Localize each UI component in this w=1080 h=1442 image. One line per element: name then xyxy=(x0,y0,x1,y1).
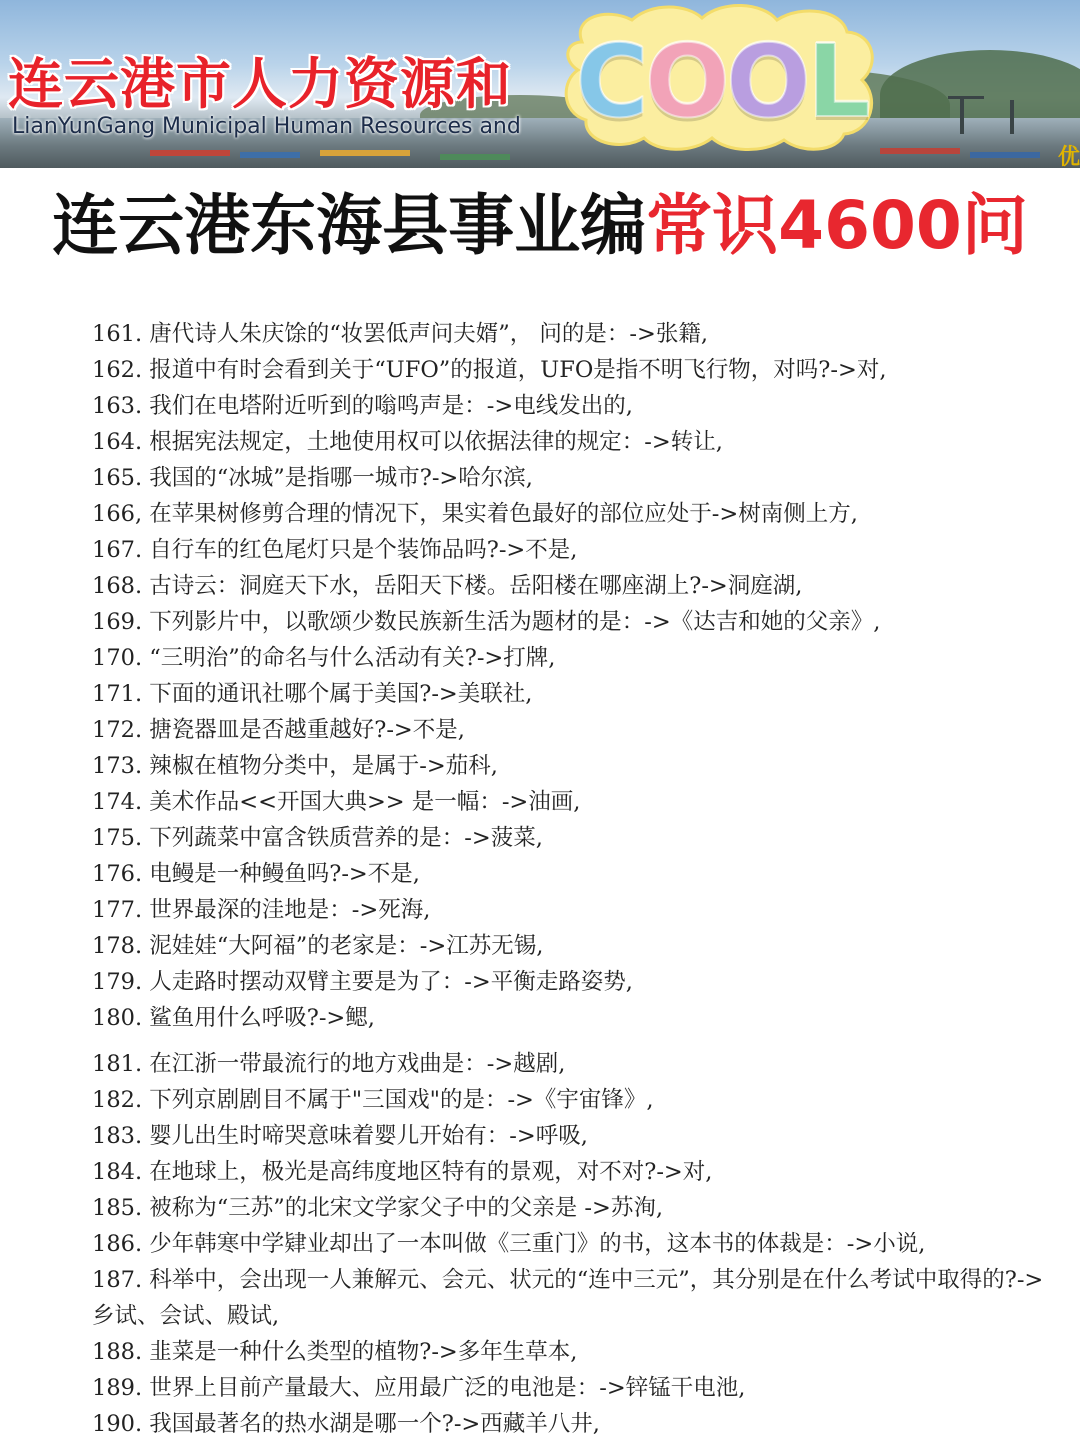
sticker-letter-o: O xyxy=(644,23,726,140)
organization-name-chinese: 连云港市人力资源和 xyxy=(8,52,513,116)
banner-edge-character: 优 xyxy=(1058,145,1080,168)
list-item: 187. 科举中，会出现一人兼解元、会元、状元的“连中三元”，其分别是在什么考试中取得的?->乡试、会试、殿试, xyxy=(92,1267,1044,1329)
list-item: 168. 古诗云：洞庭天下水，岳阳天下楼。岳阳楼在哪座湖上?->洞庭湖, xyxy=(92,573,803,599)
list-item: 179. 人走路时摆动双臂主要是为了：->平衡走路姿势, xyxy=(92,969,633,995)
crane-shape xyxy=(948,96,984,99)
container-stack xyxy=(970,152,1040,158)
sticker-letter-l: L xyxy=(806,23,867,140)
list-item: 190. 我国最著名的热水湖是哪一个?->西藏羊八井, xyxy=(92,1411,600,1437)
title-part-red: 常识4600问 xyxy=(646,187,1028,264)
list-item: 188. 韭菜是一种什么类型的植物?->多年生草本, xyxy=(92,1339,578,1365)
container-stack xyxy=(320,150,410,156)
list-item: 181. 在江浙一带最流行的地方戏曲是：->越剧, xyxy=(92,1051,566,1077)
list-item: 162. 报道中有时会看到关于“UFO”的报道，UFO是指不明飞行物，对吗?->对, xyxy=(92,357,887,383)
list-item: 189. 世界上目前产量最大、应用最广泛的电池是：->锌锰干电池, xyxy=(92,1375,746,1401)
list-item: 186. 少年韩寒中学肄业却出了一本叫做《三重门》的书，这本书的体裁是：->小说, xyxy=(92,1231,926,1257)
list-item: 170. “三明治”的命名与什么活动有关?->打牌, xyxy=(92,645,556,671)
container-stack xyxy=(880,148,960,154)
sticker-letter-c: C xyxy=(575,23,645,140)
organization-name-english: LianYunGang Municipal Human Resources and xyxy=(12,114,521,139)
list-item: 178. 泥娃娃“大阿福”的老家是：->江苏无锡, xyxy=(92,933,544,959)
title-part-black: 连云港东海县事业编 xyxy=(52,187,647,264)
cool-sticker xyxy=(562,2,880,152)
crane-shape xyxy=(1010,100,1014,134)
list-item: 177. 世界最深的洼地是：->死海, xyxy=(92,897,431,923)
list-item: 180. 鲨鱼用什么呼吸?->鳃, xyxy=(92,1005,375,1031)
header-banner xyxy=(0,0,1080,168)
list-item: 182. 下列京剧剧目不属于"三国戏"的是：->《宇宙锋》, xyxy=(92,1087,654,1113)
list-item: 166, 在苹果树修剪合理的情况下，果实着色最好的部位应处于->树南侧上方, xyxy=(92,501,858,527)
list-item: 176. 电鳗是一种鳗鱼吗?->不是, xyxy=(92,861,420,887)
list-item: 174. 美术作品<<开国大典>> 是一幅：->油画, xyxy=(92,789,581,815)
list-item: 171. 下面的通讯社哪个属于美国?->美联社, xyxy=(92,681,533,707)
sticker-word xyxy=(562,23,880,140)
list-item: 169. 下列影片中，以歌颂少数民族新生活为题材的是：->《达吉和她的父亲》, xyxy=(92,609,881,635)
container-stack xyxy=(440,154,510,160)
list-item: 175. 下列蔬菜中富含铁质营养的是：->菠菜, xyxy=(92,825,543,851)
container-stack xyxy=(150,150,230,156)
list-item: 165. 我国的“冰城”是指哪一城市?->哈尔滨, xyxy=(92,465,533,491)
list-item: 185. 被称为“三苏”的北宋文学家父子中的父亲是 ->苏洵, xyxy=(92,1195,664,1221)
page-title xyxy=(0,186,1080,266)
sticker-letter-o: O xyxy=(725,23,807,140)
list-item: 183. 婴儿出生时啼哭意味着婴儿开始有：->呼吸, xyxy=(92,1123,588,1149)
list-item: 184. 在地球上，极光是高纬度地区特有的景观，对不对?->对, xyxy=(92,1159,713,1185)
list-item: 164. 根据宪法规定，土地使用权可以依据法律的规定：->转让, xyxy=(92,429,723,455)
list-item: 172. 搪瓷器皿是否越重越好?->不是, xyxy=(92,717,465,743)
list-item: 161. 唐代诗人朱庆馀的“妆罢低声问夫婿”， 问的是：->张籍, xyxy=(92,321,709,347)
list-item: 167. 自行车的红色尾灯只是个装饰品吗?->不是, xyxy=(92,537,578,563)
list-item: 173. 辣椒在植物分类中，是属于->茄科, xyxy=(92,753,498,779)
list-item: 163. 我们在电塔附近听到的嗡鸣声是：->电线发出的, xyxy=(92,393,633,419)
crane-shape xyxy=(960,96,964,134)
container-stack xyxy=(240,152,300,158)
question-list xyxy=(92,316,1052,1442)
